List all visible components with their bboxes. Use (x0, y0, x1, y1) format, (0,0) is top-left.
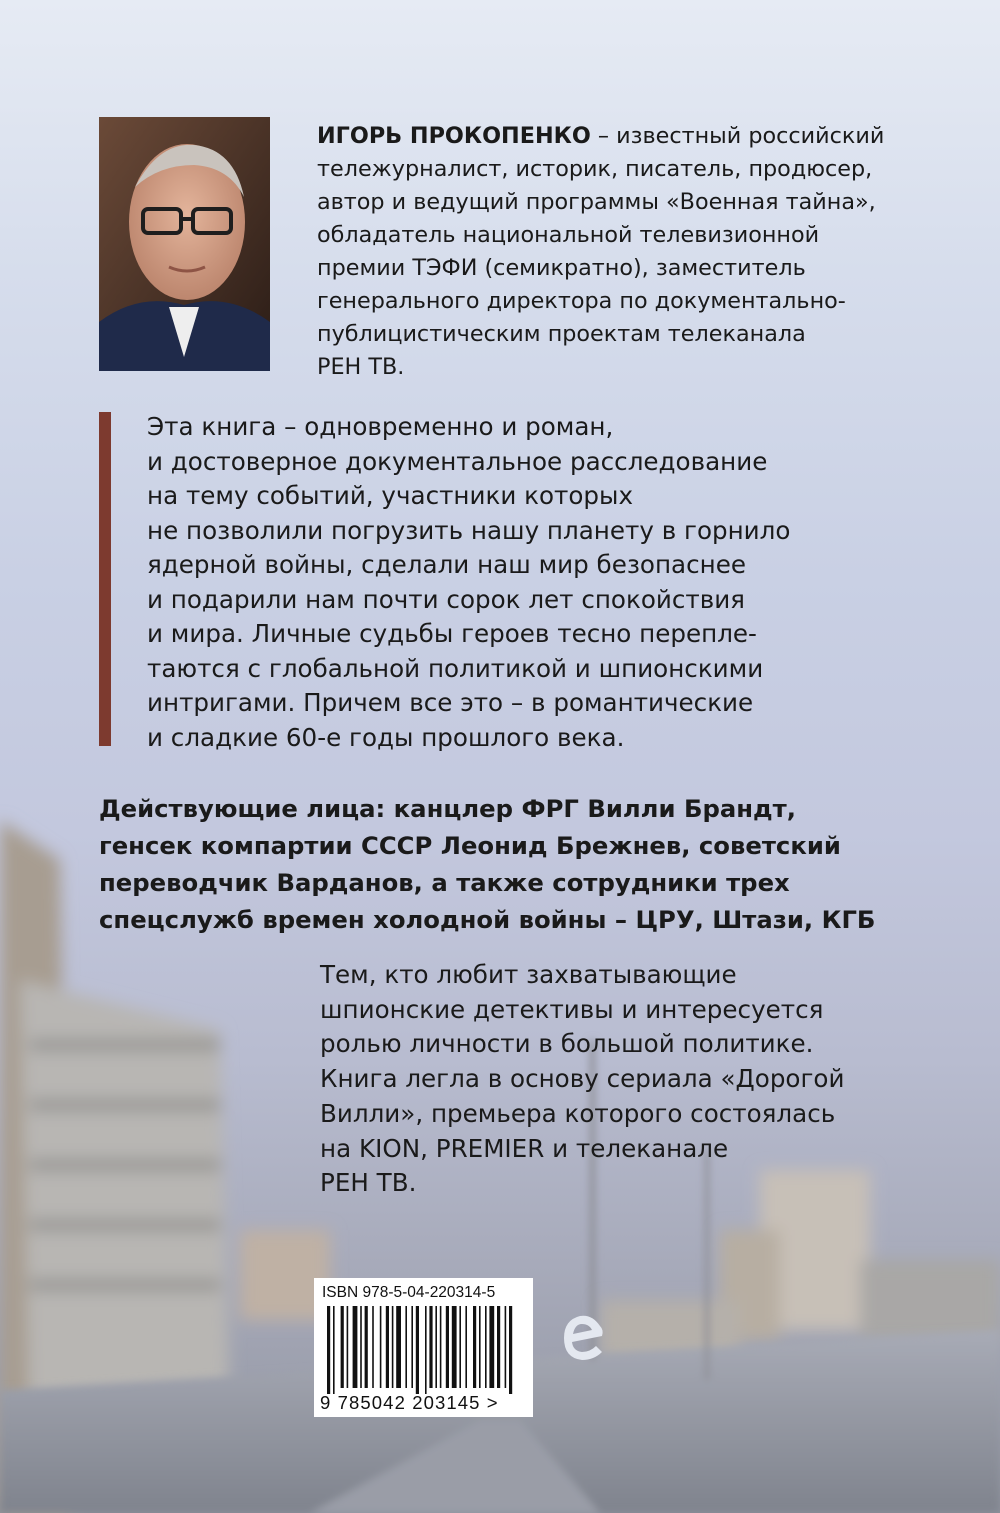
eksmo-logo-icon (556, 1308, 608, 1368)
barcode-digits: 9 785042 203145 > (320, 1392, 499, 1413)
audience-text: Тем, кто любит захватывающие шпионские детективы и интересуется ролью личности в большой политике. Книга легла в основу сериала «Дорогой Вилли», премьера которого состоялась на KION, PREMIER и телеканале РЕН ТВ. (320, 960, 845, 1198)
author-bio (317, 120, 897, 384)
author-photo (99, 117, 270, 371)
isbn-number: ISBN 978-5-04-220314-5 (322, 1284, 496, 1301)
characters-text: Действующие лица: канцлер ФРГ Вилли Брандт, генсек компартии СССР Леонид Брежнев, советский переводчик Варданов, а также сотрудники трех спецслужб времен холодной войны – ЦРУ, Штази, КГБ (99, 794, 876, 934)
synopsis-accent-bar (99, 412, 111, 746)
author-bio-text: – известный российский тележурналист, историк, писатель, продюсер, автор и ведущий программы «Военная тайна», обладатель национальной телевизионной премии ТЭФИ (семикратно), заместитель генерального директора по документально- публицистическим проектам телеканала РЕН ТВ. (317, 123, 885, 380)
author-name: ИГОРЬ ПРОКОПЕНКО (317, 123, 591, 149)
isbn-barcode (314, 1278, 533, 1417)
synopsis-text: Эта книга – одновременно и роман, и достоверное документальное расследование на тему событий, участники которых не позволили погрузить нашу планету в горнило ядерной войны, сделали наш мир безопаснее и подарили нам почти сорок лет спокойствия и мира. Личные судьбы героев тесно перепле- таются с глобальной политикой и шпионскими интригами. Причем все это – в романтические и сладкие 60-е годы прошлого века. (147, 412, 791, 752)
